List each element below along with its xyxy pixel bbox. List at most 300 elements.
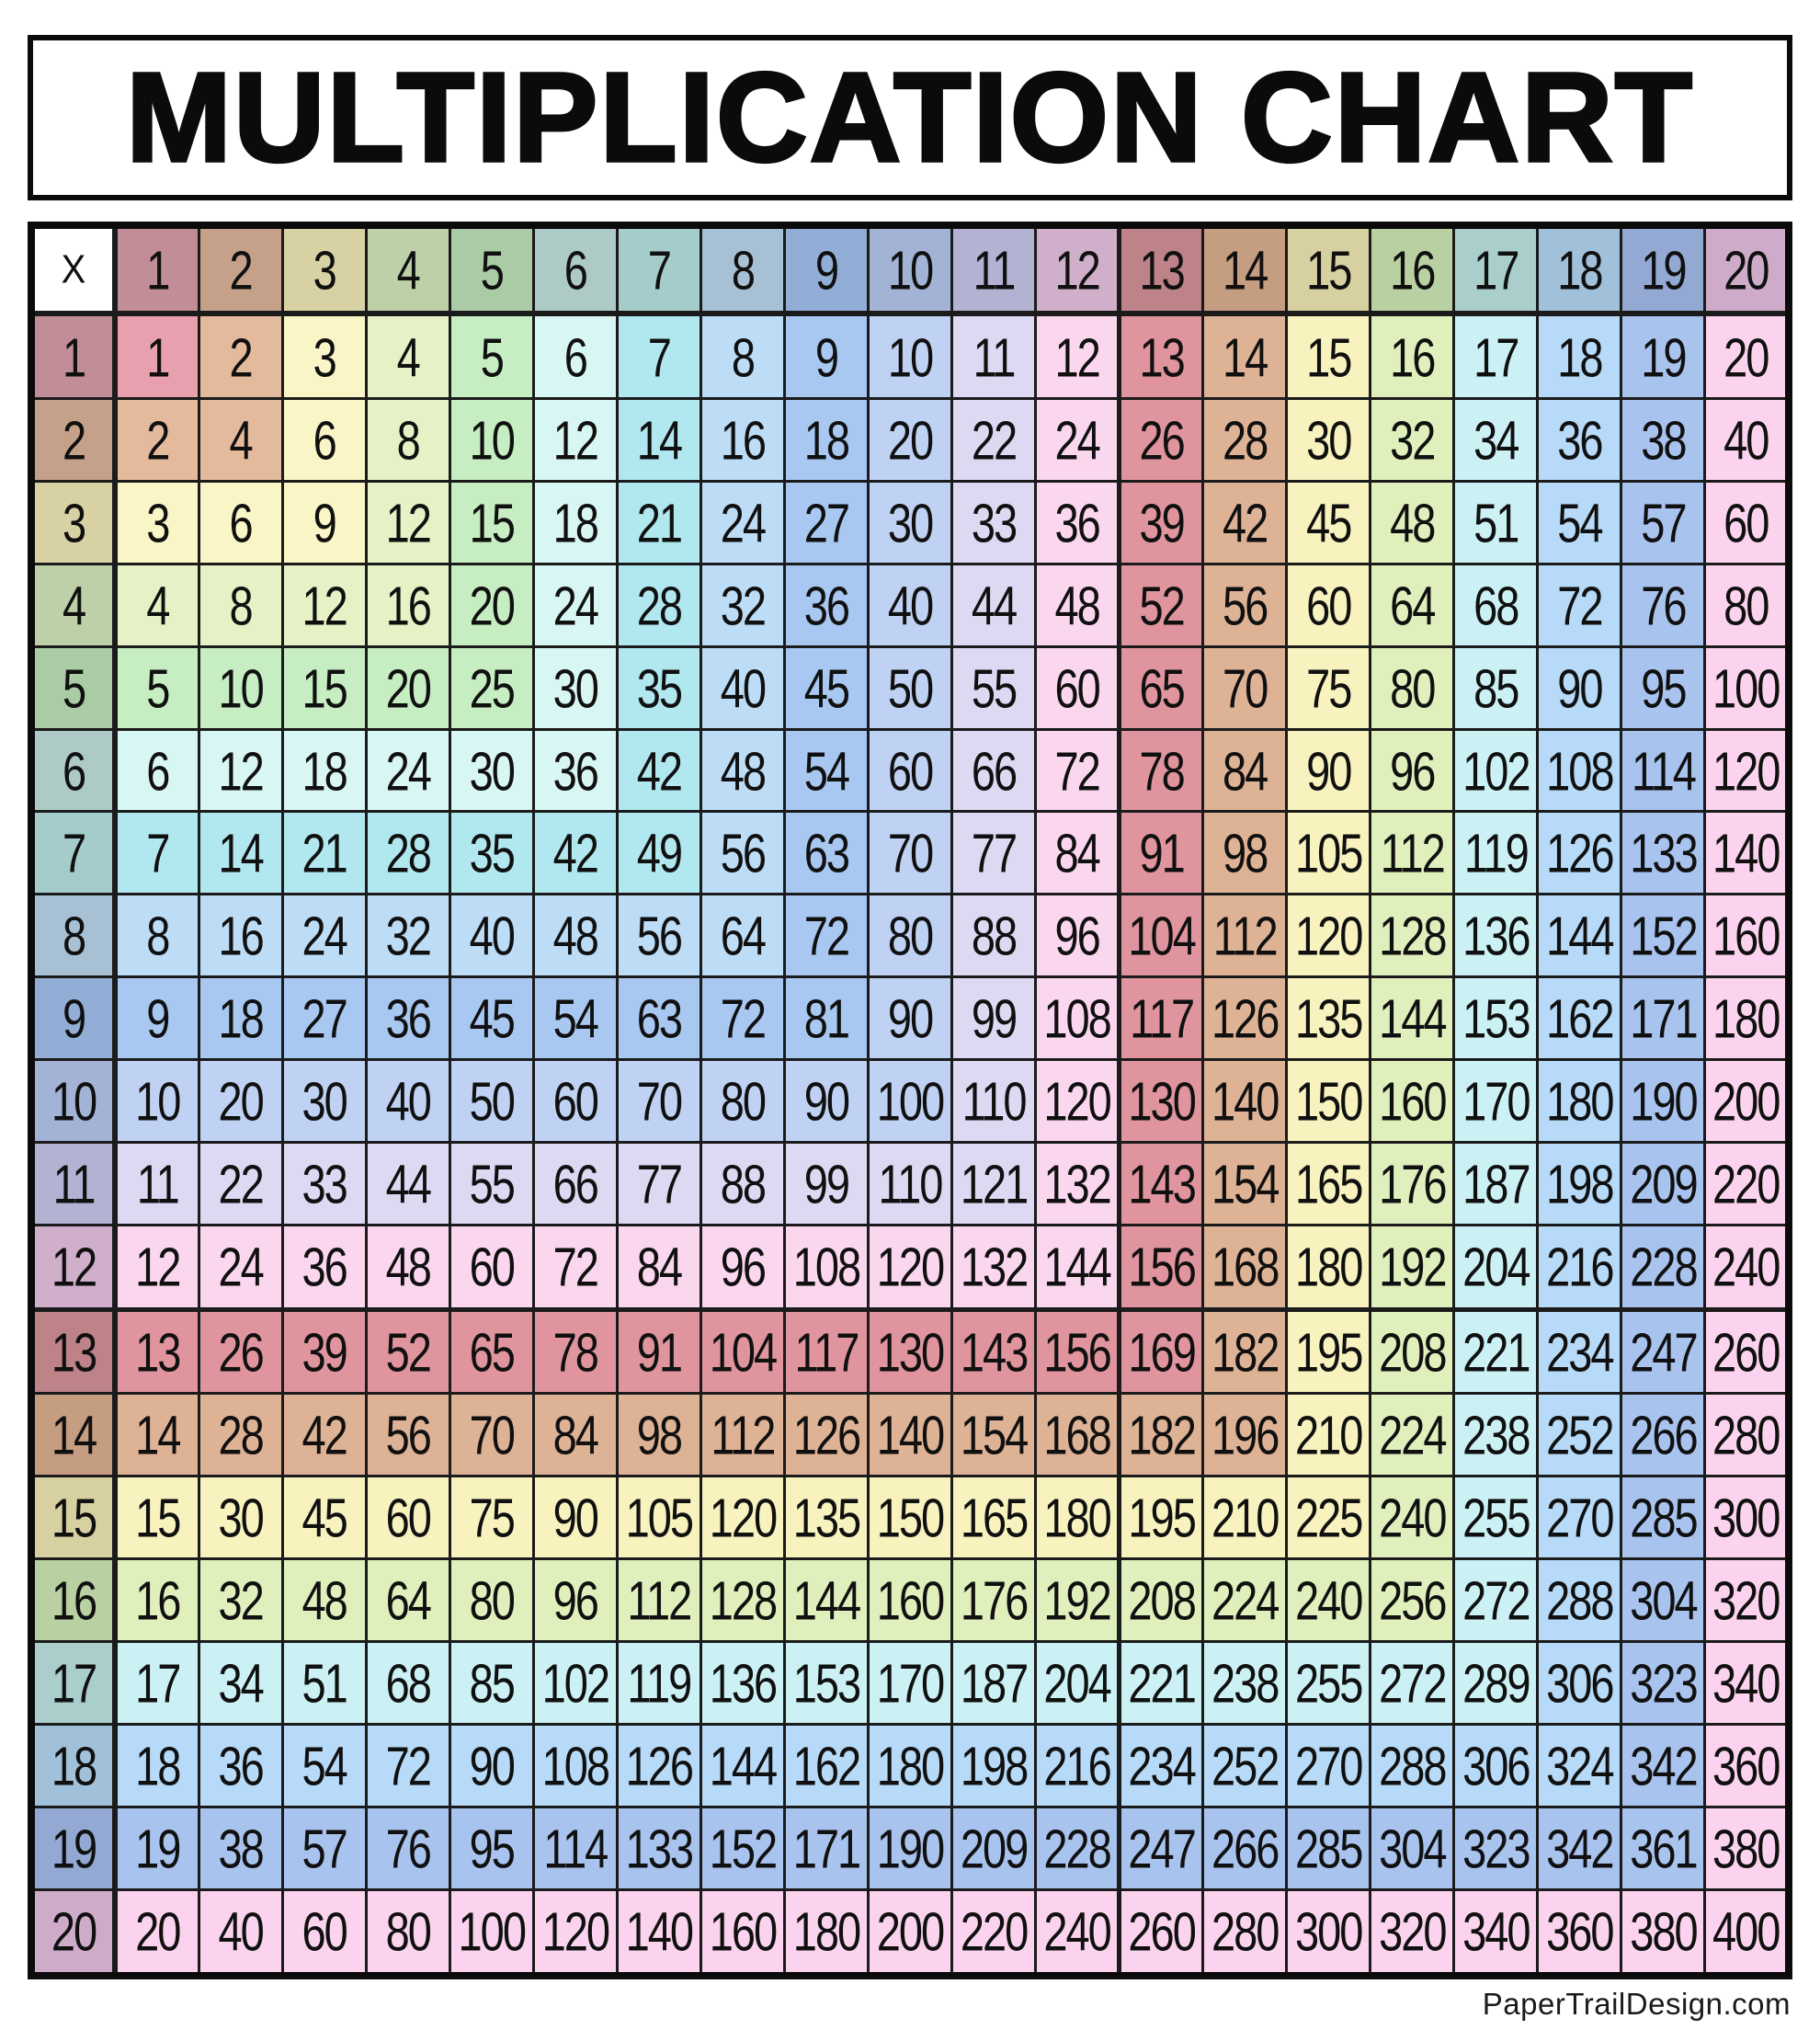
product-cell <box>1371 1476 1454 1558</box>
table-row <box>31 646 1789 729</box>
cell-value: 170 <box>876 1651 944 1714</box>
cell-value: 72 <box>803 905 849 967</box>
product-cell <box>115 398 199 481</box>
cell-value: 119 <box>1463 822 1528 884</box>
cell-value: 238 <box>1211 1651 1279 1714</box>
product-cell <box>1705 1724 1789 1807</box>
cell-value: 132 <box>960 1236 1028 1298</box>
cell-value: 33 <box>301 1153 347 1215</box>
cell-value: 60 <box>887 739 933 802</box>
cell-value: 12 <box>385 491 430 553</box>
product-cell <box>449 314 533 398</box>
product-cell <box>1705 1309 1789 1393</box>
col-header-cell <box>199 225 282 314</box>
product-cell <box>952 1641 1036 1724</box>
product-cell <box>1036 646 1120 729</box>
product-cell <box>449 646 533 729</box>
product-cell <box>868 1558 951 1641</box>
product-cell <box>533 1641 617 1724</box>
product-cell <box>533 1060 617 1143</box>
cell-value: 3 <box>146 491 169 553</box>
product-cell <box>449 1060 533 1143</box>
product-cell <box>700 481 784 564</box>
cell-value: 66 <box>552 1153 597 1215</box>
product-cell <box>366 314 449 398</box>
product-cell <box>784 977 868 1060</box>
product-cell <box>449 1394 533 1477</box>
product-cell <box>282 1558 366 1641</box>
product-cell <box>115 729 199 812</box>
product-cell <box>1621 314 1705 398</box>
product-cell <box>199 314 282 398</box>
product-cell <box>199 481 282 564</box>
cell-value: 17 <box>135 1651 180 1714</box>
product-cell <box>1203 812 1287 895</box>
cell-value: 14 <box>1223 239 1268 301</box>
table-row <box>31 1724 1789 1807</box>
cell-value: 15 <box>1306 239 1351 301</box>
cell-value: 182 <box>1128 1404 1195 1465</box>
cell-value: 180 <box>1546 1070 1613 1133</box>
product-cell <box>952 1226 1036 1309</box>
cell-value: 84 <box>1223 739 1268 802</box>
cell-value: 48 <box>552 905 597 967</box>
cell-value: 180 <box>1295 1236 1362 1298</box>
cell-value: 30 <box>218 1487 263 1548</box>
product-cell <box>1287 398 1371 481</box>
product-cell <box>617 1143 700 1226</box>
cell-value: 216 <box>1546 1236 1613 1298</box>
cell-value: 8 <box>731 239 754 301</box>
product-cell <box>1036 729 1120 812</box>
cell-value: 190 <box>876 1817 944 1879</box>
product-cell <box>700 1724 784 1807</box>
cell-value: 9 <box>313 491 336 553</box>
product-cell <box>366 1394 449 1477</box>
product-cell <box>700 895 784 977</box>
cell-value: 91 <box>1139 822 1184 884</box>
cell-value: 78 <box>552 1320 597 1383</box>
product-cell <box>366 1309 449 1393</box>
cell-value: 30 <box>552 656 597 719</box>
product-cell <box>952 1889 1036 1976</box>
product-cell <box>1621 1394 1705 1477</box>
cell-value: 60 <box>301 1900 347 1963</box>
product-cell <box>1287 314 1371 398</box>
product-cell <box>1371 812 1454 895</box>
product-cell <box>868 729 951 812</box>
product-cell <box>1538 1558 1621 1641</box>
row-header-cell <box>31 1807 115 1889</box>
product-cell <box>1203 729 1287 812</box>
cell-value: 171 <box>792 1817 860 1879</box>
product-cell <box>1621 1226 1705 1309</box>
product-cell <box>1705 1476 1789 1558</box>
cell-value: 77 <box>971 822 1017 884</box>
product-cell <box>1538 812 1621 895</box>
cell-value: 90 <box>1557 656 1602 719</box>
product-cell <box>1203 1476 1287 1558</box>
cell-value: 48 <box>720 739 766 802</box>
product-cell <box>700 1476 784 1558</box>
cell-value: 90 <box>803 1070 849 1133</box>
cell-value: 9 <box>814 325 838 388</box>
cell-value: 144 <box>1379 987 1446 1050</box>
cell-value: 168 <box>1211 1236 1279 1298</box>
product-cell <box>952 314 1036 398</box>
product-cell <box>1287 1226 1371 1309</box>
cell-value: 266 <box>1630 1404 1697 1465</box>
cell-value: 171 <box>1630 987 1697 1050</box>
product-cell <box>1036 1143 1120 1226</box>
cell-value: 140 <box>876 1404 944 1465</box>
cell-value: 54 <box>552 987 597 1050</box>
cell-value: 20 <box>1723 325 1769 388</box>
cell-value: 208 <box>1128 1568 1195 1631</box>
cell-value: 255 <box>1295 1651 1362 1714</box>
cell-value: 60 <box>1054 656 1099 719</box>
cell-value: 361 <box>1630 1817 1697 1879</box>
product-cell <box>784 646 868 729</box>
cell-value: 72 <box>385 1734 430 1796</box>
product-cell <box>1036 1226 1120 1309</box>
product-cell <box>1203 398 1287 481</box>
cell-value: 110 <box>878 1153 942 1215</box>
cell-value: 143 <box>960 1320 1028 1383</box>
product-cell <box>1454 1889 1538 1976</box>
col-header-cell <box>282 225 366 314</box>
col-header-cell <box>533 225 617 314</box>
cell-value: 40 <box>385 1070 430 1133</box>
cell-value: 114 <box>543 1817 608 1879</box>
table-row <box>31 1889 1789 1976</box>
cell-value: 60 <box>385 1487 430 1548</box>
product-cell <box>1287 977 1371 1060</box>
product-cell <box>784 481 868 564</box>
cell-value: 126 <box>625 1734 693 1796</box>
cell-value: 7 <box>647 239 670 301</box>
product-cell <box>1705 1143 1789 1226</box>
product-cell <box>1538 1889 1621 1976</box>
product-cell <box>784 812 868 895</box>
cell-value: 90 <box>887 987 933 1050</box>
product-cell <box>784 1476 868 1558</box>
row-header-cell <box>31 1143 115 1226</box>
product-cell <box>700 398 784 481</box>
cell-value: 7 <box>146 822 169 884</box>
product-cell <box>784 1309 868 1393</box>
product-cell <box>868 812 951 895</box>
product-cell <box>952 564 1036 646</box>
product-cell <box>533 895 617 977</box>
product-cell <box>1036 1309 1120 1393</box>
product-cell <box>868 481 951 564</box>
product-cell <box>1287 1889 1371 1976</box>
product-cell <box>366 895 449 977</box>
cell-value: 234 <box>1546 1320 1613 1383</box>
cell-value: 152 <box>1630 905 1697 967</box>
product-cell <box>868 646 951 729</box>
cell-value: 95 <box>1641 656 1686 719</box>
cell-value: 96 <box>1390 739 1435 802</box>
product-cell <box>533 729 617 812</box>
product-cell <box>199 398 282 481</box>
cell-value: 10 <box>887 239 933 301</box>
cell-value: 270 <box>1546 1487 1613 1548</box>
product-cell <box>1705 895 1789 977</box>
product-cell <box>617 564 700 646</box>
cell-value: 289 <box>1462 1651 1530 1714</box>
product-cell <box>1287 1807 1371 1889</box>
product-cell <box>282 481 366 564</box>
cell-value: 221 <box>1128 1651 1195 1714</box>
cell-value: 42 <box>1223 491 1268 553</box>
header-row <box>31 225 1789 314</box>
cell-value: 182 <box>1211 1320 1279 1383</box>
product-cell <box>1705 1889 1789 1976</box>
product-cell <box>533 1724 617 1807</box>
col-header-cell <box>1705 225 1789 314</box>
product-cell <box>1120 812 1203 895</box>
cell-value: 14 <box>135 1404 180 1465</box>
cell-value: 72 <box>1557 574 1602 636</box>
product-cell <box>1621 1060 1705 1143</box>
cell-value: 11 <box>52 1153 95 1215</box>
cell-value: 36 <box>803 574 849 636</box>
cell-value: 224 <box>1211 1568 1279 1631</box>
cell-value: 36 <box>1557 408 1602 471</box>
cell-value: 144 <box>792 1568 860 1631</box>
product-cell <box>1538 1476 1621 1558</box>
product-cell <box>700 729 784 812</box>
product-cell <box>1538 1309 1621 1393</box>
product-cell <box>1371 1226 1454 1309</box>
row-header-cell <box>31 481 115 564</box>
product-cell <box>282 1724 366 1807</box>
col-header-cell <box>1538 225 1621 314</box>
cell-value: 140 <box>625 1900 693 1963</box>
product-cell <box>617 1889 700 1976</box>
cell-value: 50 <box>469 1070 514 1133</box>
cell-value: 220 <box>1712 1153 1780 1215</box>
cell-value: 6 <box>313 408 336 471</box>
cell-value: 49 <box>636 822 681 884</box>
product-cell <box>199 1476 282 1558</box>
table-row <box>31 481 1789 564</box>
cell-value: 128 <box>709 1568 777 1631</box>
cell-value: 78 <box>1139 739 1184 802</box>
cell-value: 252 <box>1546 1404 1613 1465</box>
product-cell <box>1120 564 1203 646</box>
cell-value: 221 <box>1462 1320 1530 1383</box>
table-row <box>31 977 1789 1060</box>
cell-value: 140 <box>1712 822 1780 884</box>
cell-value: 7 <box>647 325 670 388</box>
cell-value: 18 <box>803 408 849 471</box>
product-cell <box>1371 977 1454 1060</box>
product-cell <box>1705 481 1789 564</box>
cell-value: 260 <box>1712 1320 1780 1383</box>
cell-value: 20 <box>887 408 933 471</box>
cell-value: 24 <box>552 574 597 636</box>
cell-value: 304 <box>1379 1817 1446 1879</box>
product-cell <box>533 564 617 646</box>
cell-value: 324 <box>1546 1734 1613 1796</box>
cell-value: 56 <box>720 822 766 884</box>
cell-value: 104 <box>1128 905 1195 967</box>
product-cell <box>868 1394 951 1477</box>
cell-value: 3 <box>313 239 336 301</box>
cell-value: 143 <box>1128 1153 1195 1215</box>
product-cell <box>1454 1807 1538 1889</box>
cell-value: 95 <box>469 1817 514 1879</box>
product-cell <box>199 1807 282 1889</box>
product-cell <box>1120 1807 1203 1889</box>
product-cell <box>282 1807 366 1889</box>
cell-value: 140 <box>1211 1070 1279 1133</box>
cell-value: 210 <box>1211 1487 1279 1548</box>
cell-value: 1 <box>146 325 169 388</box>
product-cell <box>952 398 1036 481</box>
cell-value: 9 <box>62 987 85 1050</box>
product-cell <box>1371 1724 1454 1807</box>
cell-value: 32 <box>385 905 430 967</box>
cell-value: 16 <box>1390 325 1435 388</box>
cell-value: 36 <box>1054 491 1099 553</box>
cell-value: 240 <box>1295 1568 1362 1631</box>
cell-value: 2 <box>146 408 169 471</box>
product-cell <box>784 1394 868 1477</box>
cell-value: 24 <box>218 1236 263 1298</box>
product-cell <box>868 564 951 646</box>
product-cell <box>1371 1889 1454 1976</box>
product-cell <box>1036 1641 1120 1724</box>
cell-value: 112 <box>1212 905 1277 967</box>
product-cell <box>1371 1641 1454 1724</box>
cell-value: 3 <box>313 325 336 388</box>
cell-value: 18 <box>301 739 347 802</box>
product-cell <box>1538 398 1621 481</box>
product-cell <box>199 1143 282 1226</box>
product-cell <box>617 977 700 1060</box>
cell-value: 300 <box>1712 1487 1780 1548</box>
cell-value: 5 <box>62 656 85 719</box>
product-cell <box>617 895 700 977</box>
cell-value: 200 <box>1712 1070 1780 1133</box>
product-cell <box>115 564 199 646</box>
product-cell <box>1120 1476 1203 1558</box>
cell-value: 20 <box>51 1900 97 1963</box>
cell-value: 15 <box>469 491 514 553</box>
cell-value: 98 <box>1223 822 1268 884</box>
cell-value: 84 <box>636 1236 681 1298</box>
page-title: MULTIPLICATION CHART <box>126 46 1694 188</box>
cell-value: 65 <box>469 1320 514 1383</box>
cell-value: 114 <box>1631 739 1695 802</box>
cell-value: 150 <box>876 1487 944 1548</box>
product-cell <box>449 1889 533 1976</box>
cell-value: 153 <box>792 1651 860 1714</box>
product-cell <box>952 1060 1036 1143</box>
product-cell <box>282 314 366 398</box>
product-cell <box>1203 977 1287 1060</box>
cell-value: 70 <box>469 1404 514 1465</box>
cell-value: 153 <box>1462 987 1530 1050</box>
product-cell <box>1371 1807 1454 1889</box>
product-cell <box>868 1724 951 1807</box>
cell-value: 52 <box>385 1320 430 1383</box>
cell-value: 28 <box>1223 408 1268 471</box>
cell-value: 30 <box>1306 408 1351 471</box>
cell-value: 165 <box>1295 1153 1362 1215</box>
product-cell <box>1036 1394 1120 1477</box>
cell-value: 85 <box>1473 656 1519 719</box>
cell-value: 39 <box>1139 491 1184 553</box>
product-cell <box>1287 812 1371 895</box>
cell-value: 204 <box>1043 1651 1110 1714</box>
table-row <box>31 1309 1789 1393</box>
row-header-cell <box>31 1889 115 1976</box>
product-cell <box>1621 977 1705 1060</box>
cell-value: 144 <box>1043 1236 1110 1298</box>
cell-value: 342 <box>1630 1734 1697 1796</box>
cell-value: 160 <box>709 1900 777 1963</box>
product-cell <box>1705 1226 1789 1309</box>
product-cell <box>449 977 533 1060</box>
row-header-cell <box>31 1476 115 1558</box>
product-cell <box>1705 1060 1789 1143</box>
cell-value: 42 <box>301 1404 347 1465</box>
cell-value: 270 <box>1295 1734 1362 1796</box>
cell-value: 187 <box>1462 1153 1530 1215</box>
col-header-cell <box>1287 225 1371 314</box>
cell-value: 8 <box>62 905 85 967</box>
cell-value: 208 <box>1379 1320 1446 1383</box>
cell-value: 4 <box>396 239 419 301</box>
product-cell <box>282 398 366 481</box>
cell-value: 21 <box>636 491 681 553</box>
cell-value: 272 <box>1462 1568 1530 1631</box>
cell-value: 72 <box>552 1236 597 1298</box>
cell-value: 96 <box>720 1236 766 1298</box>
product-cell <box>1454 977 1538 1060</box>
cell-value: 128 <box>1379 905 1446 967</box>
product-cell <box>1621 1476 1705 1558</box>
product-cell <box>1036 977 1120 1060</box>
cell-value: 54 <box>803 739 849 802</box>
credit-text: PaperTrailDesign.com <box>1482 1987 1791 2021</box>
product-cell <box>1454 1476 1538 1558</box>
cell-value: 280 <box>1211 1900 1279 1963</box>
product-cell <box>1454 1143 1538 1226</box>
product-cell <box>1120 1060 1203 1143</box>
product-cell <box>1538 564 1621 646</box>
cell-value: 45 <box>301 1487 347 1548</box>
cell-value: 30 <box>469 739 514 802</box>
product-cell <box>533 812 617 895</box>
product-cell <box>282 729 366 812</box>
cell-value: 19 <box>1641 325 1686 388</box>
cell-value: 18 <box>135 1734 180 1796</box>
product-cell <box>1287 1476 1371 1558</box>
product-cell <box>282 646 366 729</box>
col-header-cell <box>700 225 784 314</box>
product-cell <box>700 1394 784 1477</box>
cell-value: 56 <box>1223 574 1268 636</box>
product-cell <box>1287 1724 1371 1807</box>
product-cell <box>1120 1641 1203 1724</box>
cell-value: 360 <box>1546 1900 1613 1963</box>
